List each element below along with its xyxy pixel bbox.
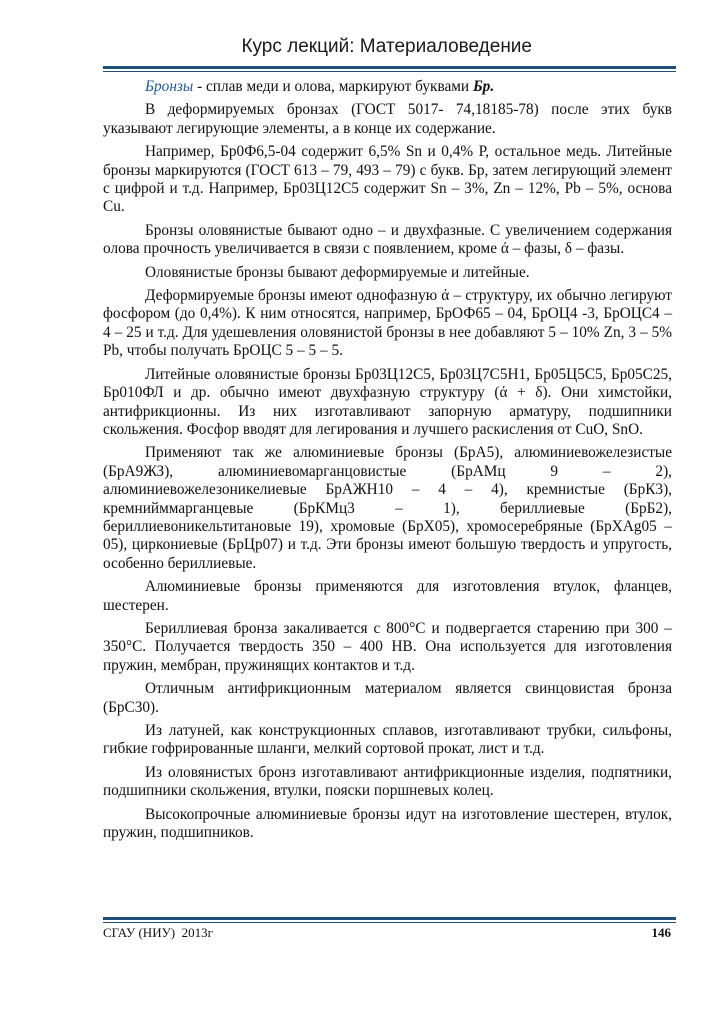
paragraph: Отличным антифрикционным материалом является свинцовистая бронза (БрС30). xyxy=(103,680,672,716)
paragraph: Высокопрочные алюминиевые бронзы идут на изготовление шестерен, втулок, пружин, подшипников. xyxy=(103,805,672,842)
abbr-br: Бр. xyxy=(472,78,495,95)
page-number: 146 xyxy=(651,925,671,940)
footer-institution: СГАУ (НИУ) 2013г xyxy=(103,925,213,940)
header-rule-thin xyxy=(103,71,676,72)
intro-paragraph xyxy=(103,78,672,96)
intro-text: - сплав меди и олова, маркируют буквами xyxy=(193,78,473,95)
paragraph: Деформируемые бронзы имеют однофазную ά – структуру, их обычно легируют фосфором (до 0,4%). К ним относятся, например, БрОФ65 – 04, БрОЦ4 -3, БрОЦС4 – 4 – 25 и т.д. Для удешевления оловянистой бронзы в нее добавляют 5 – 10% Zn, 3 – 5% Pb, чтобы получать БрОЦС 5 – 5 – 5. xyxy=(103,287,672,360)
paragraph: Алюминиевые бронзы применяются для изготовления втулок, фланцев, шестерен. xyxy=(103,578,672,614)
paragraph: Из оловянистых бронз изготавливают антифрикционные изделия, подпятники, подшипники скольжения, втулки, пояски поршневых колец. xyxy=(103,763,672,800)
paragraph: Применяют так же алюминиевые бронзы (БрА5), алюминиевожелезистые (БрА9ЖЗ), алюминиевомарганцовистые (БрАМц 9 – 2), алюминиевожелезоникелиевые БрАЖН10 – 4 – 4), кремнистые (БрК3), кремнийммарганцевые (БрКМц3 – 1), бериллиевые (БрБ2), бериллиевоникельтитановые 19), хромовые (БрХ05), хромосеребряные (БрХАg05 – 05), циркониевые (БрЦр07) и т.д. Эти бронзы имеют большую твердость и упругость, особенно бериллиевые. xyxy=(103,444,672,572)
paragraph: Бериллиевая бронза закаливается с 800°С и подвергается старению при 300 – 350°С. Получается твердость 350 – 400 НВ. Она используется для изготовления пружин, мембран, пружинящих контактов и т.д. xyxy=(103,619,672,674)
footer-rule-thick xyxy=(103,917,676,920)
lecture-body xyxy=(103,78,672,847)
paragraph: Оловянистые бронзы бывают деформируемые и литейные. xyxy=(145,263,530,281)
paragraph: В деформируемых бронзах (ГОСТ 5017- 74,18185-78) после этих букв указывают легирующие элементы, а в конце их содержание. xyxy=(103,101,672,137)
header-rule-thick xyxy=(103,66,676,69)
paragraph: Литейные оловянистые бронзы Бр03Ц12С5, Бр03Ц7С5Н1, Бр05Ц5С5, Бр05С25, Бр010ФЛ и др. обычно имеют двухфазную структуру (ά + δ). Они химстойки, антифрикционны. Из них изготавливают запорную арматуру, подшипники скольжения. Фосфор вводят для легирования и лучшего раскисления от CuO, SnO. xyxy=(103,365,672,438)
paragraph: Из латуней, как конструкционных сплавов, изготавливают трубки, сильфоны, гибкие гофрированные шланги, мелкий сортовой прокат, лист и т.д. xyxy=(103,722,672,758)
term-bronzes: Бронзы xyxy=(145,78,194,95)
paragraph: Бронзы оловянистые бывают одно – и двухфазные. С увеличением содержания олова прочность увеличивается в связи с появлением, кроме ά – фазы, δ – фазы. xyxy=(103,221,672,258)
footer-rule-thin xyxy=(103,922,676,923)
page-header-title: Курс лекций: Материаловедение xyxy=(241,36,532,57)
paragraph: Например, Бр0Ф6,5-04 содержит 6,5% Sn и 0,4% Р, остальное медь. Литейные бронзы маркируются (ГОСТ 613 – 79, 493 – 79) с букв. Бр, затем легирующий элемент с цифрой и т.д. Например, Бр03Ц12С5 содержит Sn – 3%, Zn – 12%, Pb – 5%, основа Cu. xyxy=(103,143,672,216)
